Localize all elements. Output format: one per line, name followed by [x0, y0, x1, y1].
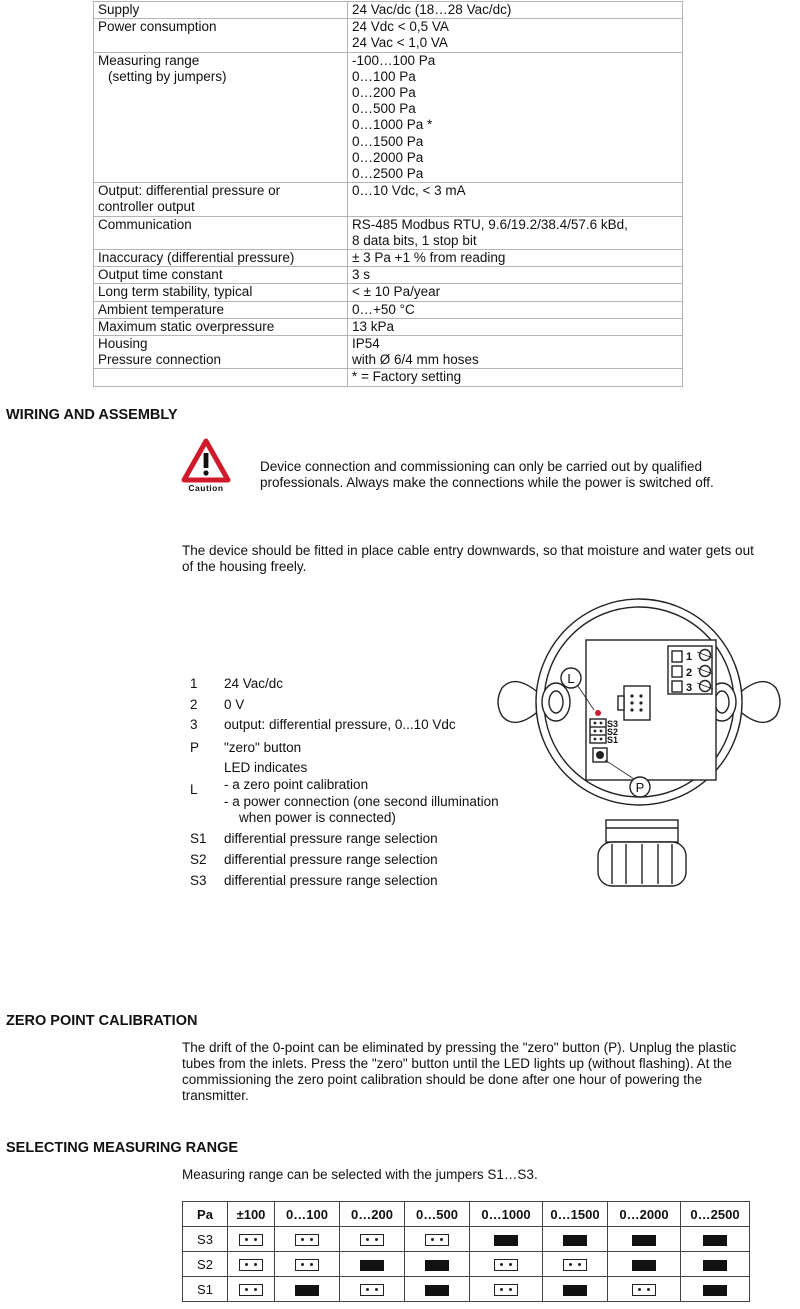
spec-key: Output time constant [94, 267, 348, 284]
spec-value: 24 Vdc < 0,5 VA 24 Vac < 1,0 VA [348, 19, 683, 52]
legend-key: L [190, 782, 198, 797]
range-col-header: 0…1000 [470, 1202, 543, 1227]
legend-text: - a power connection (one second illumination [224, 794, 499, 809]
jumper-cell [470, 1227, 543, 1252]
range-jumper-table [182, 1201, 750, 1302]
led-indicator [595, 710, 601, 716]
jumper-cell [228, 1277, 275, 1302]
jumper-open-icon [239, 1284, 263, 1296]
terminal-3-label: 3 [686, 682, 693, 694]
jumper-closed-icon [360, 1260, 384, 1271]
spec-key: Ambient temperature [94, 301, 348, 318]
jumper-open-icon [295, 1259, 319, 1271]
jumper-closed-icon [563, 1285, 587, 1296]
spec-value: 24 Vac/dc (18…28 Vac/dc) [348, 2, 683, 19]
jumper-cell [470, 1252, 543, 1277]
spec-row [94, 369, 683, 386]
jumper-cell [405, 1252, 470, 1277]
spec-value: 3 s [348, 267, 683, 284]
jumper-cell [228, 1227, 275, 1252]
jumper-closed-icon [295, 1285, 319, 1296]
spec-key: Long term stability, typical [94, 284, 348, 301]
spec-row [94, 52, 683, 183]
jumper-open-icon [360, 1284, 384, 1296]
jumper-cell [608, 1277, 681, 1302]
range-intro: Measuring range can be selected with the jumpers S1…S3. [182, 1167, 538, 1182]
legend-text: 0 V [224, 697, 245, 712]
jumper-cell [405, 1277, 470, 1302]
spec-value: * = Factory setting [348, 369, 683, 386]
spec-value: 0…10 Vdc, < 3 mA [348, 183, 683, 216]
jumper-closed-icon [703, 1235, 727, 1246]
jumper-name: S1 [183, 1277, 228, 1302]
jumper-open-icon [494, 1259, 518, 1271]
spec-row [94, 19, 683, 52]
range-col-header: 0…2000 [608, 1202, 681, 1227]
jumper-cell [543, 1227, 608, 1252]
spec-key [94, 369, 348, 386]
jumper-open-icon [494, 1284, 518, 1296]
range-col-header: 0…2500 [681, 1202, 750, 1227]
wiring-heading: WIRING AND ASSEMBLY [6, 407, 178, 423]
spec-key: Maximum static overpressure [94, 318, 348, 335]
spec-row [94, 216, 683, 249]
jumper-closed-icon [703, 1260, 727, 1271]
jumper-open-icon [295, 1234, 319, 1246]
spec-key: Power consumption [94, 19, 348, 52]
terminal-2-label: 2 [686, 667, 693, 679]
caution-label: Caution [188, 483, 224, 493]
jumper-cell [275, 1252, 340, 1277]
jumper-open-icon [239, 1234, 263, 1246]
spec-value: IP54 with Ø 6/4 mm hoses [348, 336, 683, 369]
legend-text: when power is connected) [239, 810, 396, 825]
legend-text: differential pressure range selection [224, 852, 438, 867]
jumper-cell [681, 1252, 750, 1277]
jumper-row [183, 1252, 750, 1277]
jumper-closed-icon [703, 1285, 727, 1296]
legend-text: differential pressure range selection [224, 831, 438, 846]
spec-value: -100…100 Pa 0…100 Pa 0…200 Pa 0…500 Pa 0…1000 Pa * 0…1500 Pa 0…2000 Pa 0…2500 Pa [348, 52, 683, 183]
jumper-name: S3 [183, 1227, 228, 1252]
jumper-closed-icon [632, 1260, 656, 1271]
legend-text: differential pressure range selection [224, 873, 438, 888]
spec-row [94, 301, 683, 318]
jumper-row [183, 1227, 750, 1252]
range-col-header: 0…200 [340, 1202, 405, 1227]
jumper-cell [608, 1252, 681, 1277]
jumper-s2-label: S2 [607, 727, 619, 737]
fitting-text: The device should be fitted in place cable entry downwards, so that moisture and water gets out of the housing freely. [182, 543, 754, 574]
device-wiring-diagram [494, 592, 784, 904]
legend-key: 3 [190, 717, 198, 732]
jumper-cell [275, 1277, 340, 1302]
jumper-closed-icon [425, 1260, 449, 1271]
jumper-cell [608, 1227, 681, 1252]
legend-key: S1 [190, 831, 207, 846]
zero-text: The drift of the 0-point can be eliminated by pressing the "zero" button (P). Unplug the plastic tubes from the inlets. Press the "zero" button until the LED lights up (without flashing). At the commissioning the zero point calibration should be done after one hour of powering the transmitter. [182, 1040, 737, 1103]
jumper-closed-icon [632, 1235, 656, 1246]
legend-text: - a zero point calibration [224, 777, 369, 792]
legend-text: LED indicates [224, 760, 308, 775]
jumper-cell [543, 1252, 608, 1277]
range-heading: SELECTING MEASURING RANGE [6, 1140, 239, 1156]
spec-row [94, 2, 683, 19]
spec-value: < ± 10 Pa/year [348, 284, 683, 301]
jumper-cell [681, 1227, 750, 1252]
jumper-s3-label: S3 [607, 719, 619, 729]
jumper-cell [681, 1277, 750, 1302]
jumper-open-icon [239, 1259, 263, 1271]
spec-row [94, 318, 683, 335]
legend-key: 2 [190, 697, 198, 712]
jumper-open-icon [632, 1284, 656, 1296]
jumper-closed-icon [425, 1285, 449, 1296]
jumper-row [183, 1277, 750, 1302]
legend-key: S3 [190, 873, 207, 888]
spec-value: RS-485 Modbus RTU, 9.6/19.2/38.4/57.6 kBd, 8 data bits, 1 stop bit [348, 216, 683, 249]
spec-row [94, 267, 683, 284]
jumper-open-icon [360, 1234, 384, 1246]
range-col-header: 0…500 [405, 1202, 470, 1227]
jumper-s1-label: S1 [607, 735, 619, 745]
range-col-header: Pa [183, 1202, 228, 1227]
jumper-cell [340, 1252, 405, 1277]
jumper-cell [340, 1277, 405, 1302]
jumper-open-icon [563, 1259, 587, 1271]
jumper-closed-icon [563, 1235, 587, 1246]
legend-text: "zero" button [224, 740, 302, 755]
jumper-closed-icon [494, 1235, 518, 1246]
jumper-cell [470, 1277, 543, 1302]
spec-row [94, 183, 683, 216]
jumper-cell [275, 1227, 340, 1252]
spec-key: Inaccuracy (differential pressure) [94, 250, 348, 267]
spec-key: Measuring range (setting by jumpers) [94, 52, 348, 183]
spec-key: Housing Pressure connection [94, 336, 348, 369]
spec-row [94, 250, 683, 267]
range-col-header: 0…100 [275, 1202, 340, 1227]
spec-value: 0…+50 °C [348, 301, 683, 318]
caution-icon [181, 438, 231, 496]
legend-key: 1 [190, 676, 198, 691]
jumper-open-icon [425, 1234, 449, 1246]
jumper-cell [405, 1227, 470, 1252]
legend-text: 24 Vac/dc [224, 676, 284, 691]
legend-key: P [190, 740, 200, 755]
jumper-cell [543, 1277, 608, 1302]
range-col-header: 0…1500 [543, 1202, 608, 1227]
jumper-cell [228, 1252, 275, 1277]
caution-text: Device connection and commissioning can only be carried out by qualified professionals. Always make the connections while the power is switched off. [260, 459, 714, 490]
spec-table [93, 1, 683, 387]
spec-key: Output: differential pressure or controller output [94, 183, 348, 216]
terminal-1-label: 1 [686, 651, 693, 663]
legend-text: output: differential pressure, 0...10 Vdc [224, 717, 456, 732]
spec-value: 13 kPa [348, 318, 683, 335]
button-callout-label: P [635, 780, 645, 795]
legend-key: S2 [190, 852, 207, 867]
range-col-header: ±100 [228, 1202, 275, 1227]
jumper-name: S2 [183, 1252, 228, 1277]
spec-row [94, 336, 683, 369]
spec-key: Communication [94, 216, 348, 249]
spec-key: Supply [94, 2, 348, 19]
jumper-cell [340, 1227, 405, 1252]
spec-row [94, 284, 683, 301]
spec-value: ± 3 Pa +1 % from reading [348, 250, 683, 267]
led-callout-label: L [567, 671, 575, 686]
zero-heading: ZERO POINT CALIBRATION [6, 1013, 198, 1029]
